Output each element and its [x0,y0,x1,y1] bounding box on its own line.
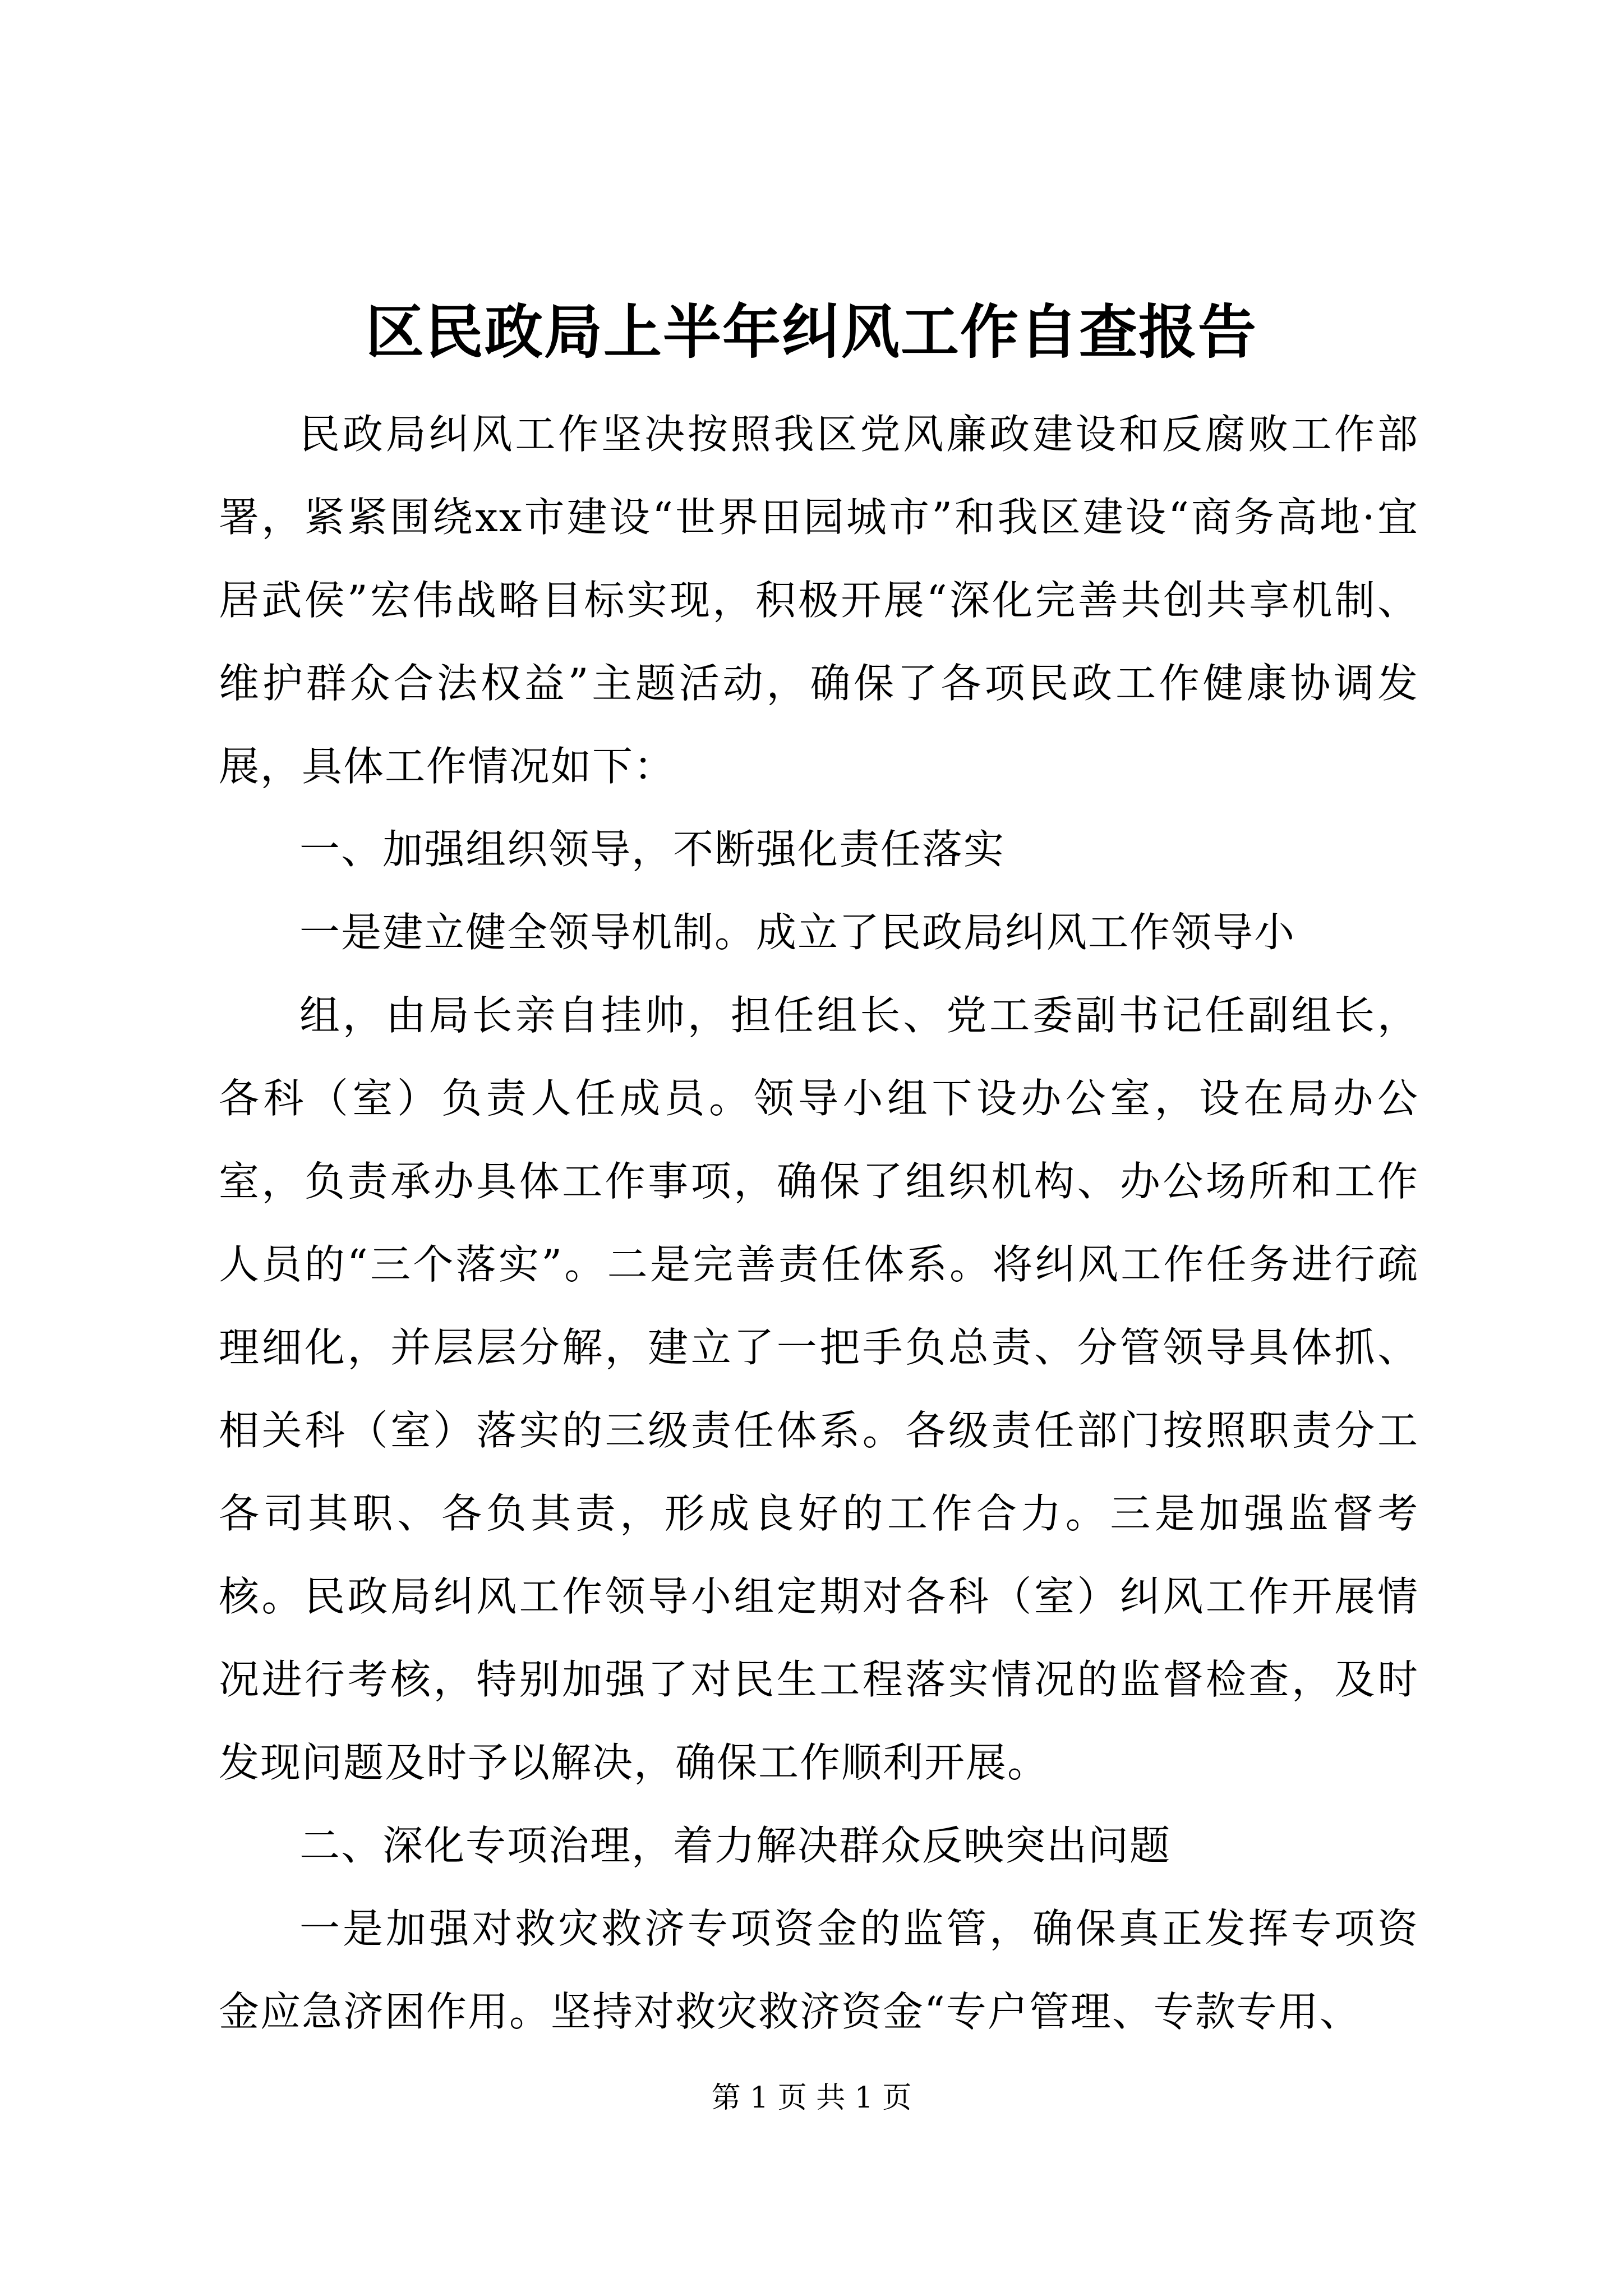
document-title: 区民政局上半年纠风工作自查报告 [365,297,1257,366]
paragraph-leadership-2: 组，由局长亲自挂帅，担任组长、党工委副书记任副组长，各科（室）负责人任成员。领导小组下设办公室，设在局办公室，负责承办具体工作事项，确保了组织机构、办公场所和工作人员的“三个落实”。二是完善责任体系。将纠风工作任务进行疏理细化，并层层分解，建立了一把手负总责、分管领导具体抓、相关科（室）落实的三级责任体系。各级责任部门按照职责分工各司其职、各负其责，形成良好的工作合力。三是加强监督考核。民政局纠风工作领导小组定期对各科（室）纠风工作开展情况进行考核，特别加强了对民生工程落实情况的监督检查，及时发现问题及时予以解决，确保工作顺利开展。 [219,992,1419,1786]
section-heading-2: 二、深化专项治理，着力解决群众反映突出问题 [299,1822,1172,1869]
section-heading-1: 一、加强组织领导，不断强化责任落实 [299,826,1006,873]
paragraph-leadership-1: 一是建立健全领导机制。成立了民政局纠风工作领导小 [299,909,1296,956]
page-footer: 第 1 页 共 1 页 [711,2081,912,2115]
paragraph-intro: 民政局纠风工作坚决按照我区党风廉政建设和反腐败工作部署，紧紧围绕xx市建设“世界田园城市”和我区建设“商务高地·宜居武侯”宏伟战略目标实现，积极开展“深化完善共创共享机制、维护群众合法权益”主题活动，确保了各项民政工作健康协调发展，具体工作情况如下： [219,411,1419,790]
paragraph-relief-funds: 一是加强对救灾救济专项资金的监管，确保真正发挥专项资金应急济困作用。坚持对救灾救济资金“专户管理、专款专用、 [219,1905,1419,2035]
document-body [219,393,1419,2053]
